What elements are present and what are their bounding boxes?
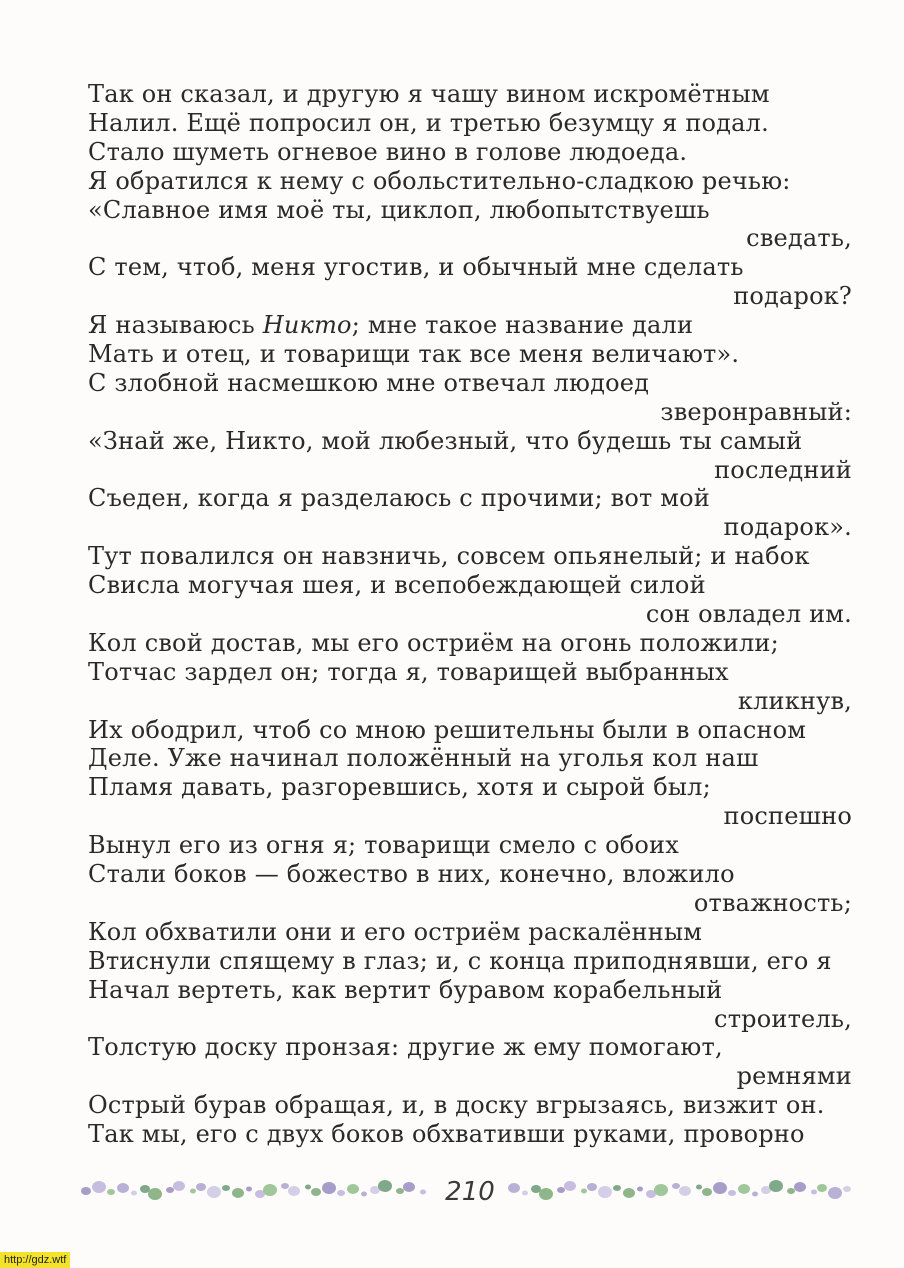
decor-dot — [305, 1185, 311, 1190]
text-line: Стало шуметь огневое вино в голове людоеда. — [88, 137, 688, 166]
decor-dot — [702, 1188, 712, 1196]
decor-dot — [173, 1181, 185, 1191]
decor-dot — [696, 1185, 702, 1190]
decor-dot — [787, 1188, 795, 1194]
decor-dot — [752, 1192, 758, 1197]
text-line: Деле. Уже начинал положённый на уголья кол наш — [88, 744, 759, 773]
decor-dot — [794, 1182, 806, 1192]
text-line: Кол обхватили они и его остриём раскалённым — [88, 917, 703, 946]
text-line: подарок? — [733, 282, 852, 311]
decor-dot — [337, 1190, 345, 1196]
decor-dot — [207, 1186, 221, 1198]
decor-dot — [361, 1192, 367, 1197]
text-segment: ; мне такое название дали — [351, 311, 694, 340]
decor-dot — [539, 1188, 553, 1200]
decor-dot — [196, 1183, 206, 1191]
page-footer — [80, 1172, 860, 1212]
text-line: строитель, — [714, 1004, 852, 1033]
text-line: Я обратился к нему с обольстительно-сладкою речью: — [88, 166, 791, 195]
text-line: Так он сказал, и другую я чашу вином искромётным — [88, 80, 770, 108]
text-line: отважность; — [693, 888, 852, 917]
text-line: ремнями — [736, 1062, 852, 1091]
decor-dot — [81, 1187, 91, 1195]
decorative-dots-left — [80, 1178, 428, 1202]
text-line: подарок». — [723, 513, 852, 542]
text-line: Начал вертеть, как вертит буравом корабельный — [88, 975, 723, 1004]
text-line: сведать, — [746, 224, 852, 253]
decor-dot — [263, 1184, 277, 1196]
decor-dot — [131, 1191, 137, 1196]
decor-dot — [828, 1187, 842, 1199]
watermark-link[interactable]: http://gdz.wtf — [0, 1252, 70, 1268]
page-number: 210 — [445, 1177, 495, 1207]
text-line: Втиснули спящему в глаз; и, с конца приподнявши, его я — [88, 946, 832, 975]
text-line: Налил. Ещё попросил он, и третью безумцу я подал. — [88, 108, 769, 137]
text-line: Острый бурав обращая, и, в доску вгрызаясь, визжит он. — [88, 1091, 825, 1120]
text-line: Толстую доску пронзая: другие ж ему помогают, — [88, 1033, 723, 1062]
decor-dot — [587, 1183, 597, 1191]
decor-dot — [347, 1184, 359, 1194]
italic-name: Никто — [262, 311, 352, 340]
text-line: С тем, чтоб, меня угостив, и обычный мне сделать — [88, 253, 744, 282]
decor-dot — [769, 1180, 783, 1192]
text-line: Вынул его из огня я; товарищи смело с обоих — [88, 831, 679, 860]
decor-dot — [107, 1189, 115, 1195]
decor-dot — [654, 1184, 668, 1196]
text-line: зверонравный: — [660, 397, 852, 426]
decor-dot — [564, 1181, 576, 1191]
decor-dot — [508, 1183, 520, 1193]
decor-dot — [623, 1188, 635, 1198]
decor-dot — [281, 1183, 289, 1189]
text-line: Так мы, его с двух боков обхвативши руками, проворно — [88, 1120, 805, 1149]
decor-dot — [581, 1189, 587, 1194]
text-line: Стали боков — божество в них, конечно, вложило — [88, 860, 735, 889]
decor-dot — [378, 1180, 392, 1192]
text-line: «Славное имя моё ты, циклоп, любопытствуешь — [88, 195, 710, 224]
decor-dot — [672, 1183, 680, 1189]
text-line: С злобной насмешкою мне отвечал людоед — [88, 368, 650, 397]
decor-dot — [728, 1190, 736, 1196]
text-line: Свисла могучая шея, и всепобеждающей силой — [88, 571, 706, 600]
text-line: сон овладел им. — [645, 600, 852, 629]
text-line: Пламя давать, разгоревшись, хотя и сырой был; — [88, 773, 711, 802]
decor-dot — [322, 1182, 336, 1194]
decor-dot — [738, 1184, 750, 1194]
decor-dot — [92, 1181, 106, 1193]
decor-dot — [246, 1187, 252, 1192]
text-line: Тут повалился он навзничь, совсем опьянелый; и набок — [88, 542, 810, 571]
decor-dot — [522, 1191, 528, 1196]
decor-dot — [420, 1190, 426, 1195]
text-line: последний — [714, 455, 852, 484]
text-line: кликнув, — [737, 686, 852, 715]
decor-dot — [843, 1186, 851, 1192]
poem-text — [88, 80, 856, 1149]
decor-dot — [222, 1185, 230, 1191]
text-line: Съеден, когда я разделаюсь с прочими; вот мой — [88, 484, 711, 513]
decor-dot — [679, 1186, 691, 1196]
decor-dot — [637, 1187, 643, 1192]
text-segment: Я называюсь — [88, 311, 263, 340]
text-line: Кол свой достав, мы его остриём на огонь положили; — [88, 628, 779, 657]
decorative-dots-right — [508, 1178, 856, 1202]
decor-dot — [396, 1188, 404, 1194]
text-line: Тотчас зардел он; тогда я, товарищей выбранных — [88, 657, 729, 686]
decor-dot — [148, 1188, 162, 1200]
decor-dot — [811, 1190, 817, 1195]
decor-dot — [232, 1188, 244, 1198]
decor-dot — [288, 1186, 300, 1196]
decor-dot — [613, 1185, 621, 1191]
text-line: «Знай же, Никто, мой любезный, что будешь ты самый — [88, 426, 803, 455]
decor-dot — [403, 1182, 415, 1192]
decor-dot — [311, 1188, 321, 1196]
decor-dot — [713, 1182, 727, 1194]
decor-dot — [117, 1183, 129, 1193]
decor-dot — [817, 1184, 827, 1192]
decor-dot — [166, 1187, 174, 1193]
decor-dot — [190, 1189, 196, 1194]
text-line: Их ободрил, чтоб со мною решительны были в опасном — [88, 715, 807, 744]
text-line — [88, 311, 856, 340]
decor-dot — [598, 1186, 612, 1198]
decor-dot — [557, 1187, 565, 1193]
text-line: Мать и отец, и товарищи так все меня величают». — [88, 340, 740, 369]
text-line: поспешно — [723, 802, 852, 831]
